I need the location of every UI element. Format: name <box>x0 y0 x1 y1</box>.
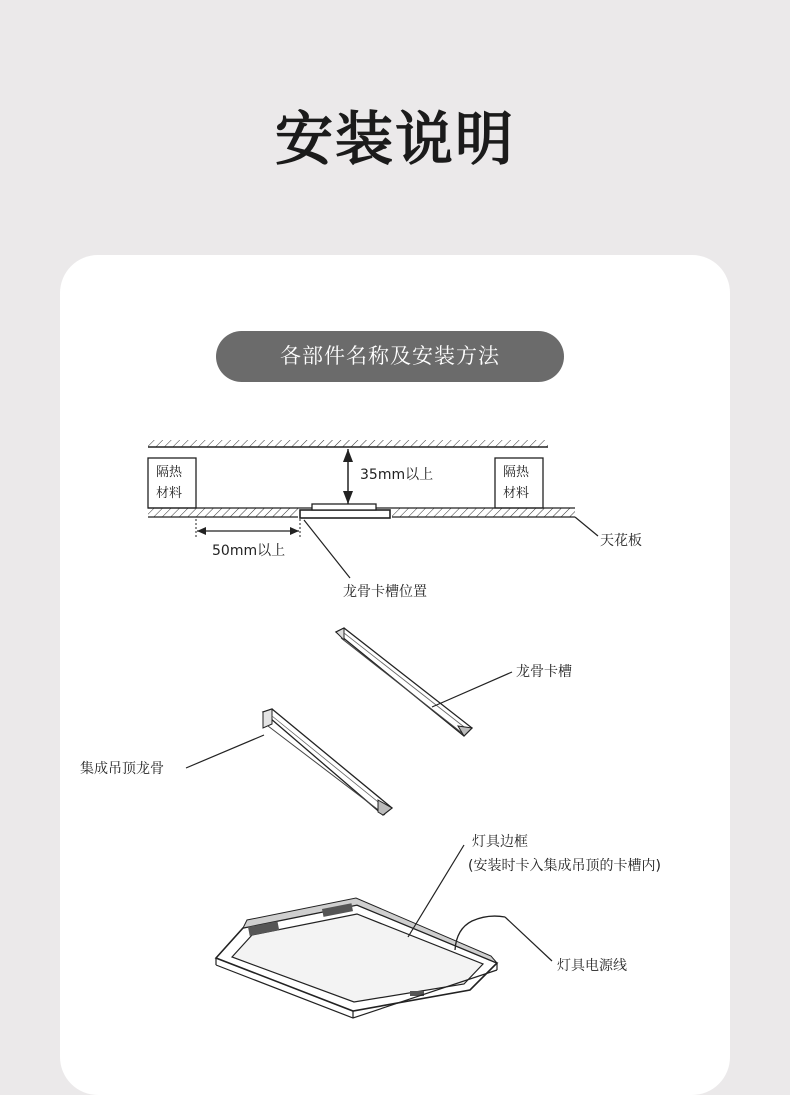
lamp-frame-note: (安装时卡入集成吊顶的卡槽内) <box>468 858 661 874</box>
insulation-left-label-2: 材料 <box>156 486 183 501</box>
clearance-arrow-horizontal <box>196 519 300 538</box>
keel-slot-leader <box>432 672 512 707</box>
integrated-ceiling-keel-label: 集成吊顶龙骨 <box>80 761 164 777</box>
keel-slot-position-label: 龙骨卡槽位置 <box>343 584 427 600</box>
power-cord-label: 灯具电源线 <box>557 958 627 974</box>
lamp-frame-leader <box>408 845 464 937</box>
clearance-side-label: 50mm以上 <box>212 543 286 559</box>
keel-slot-position-leader <box>304 520 350 578</box>
clearance-top-label: 35mm以上 <box>360 467 434 483</box>
lamp-frame-label: 灯具边框 <box>472 834 528 850</box>
keel-slot-label: 龙骨卡槽 <box>516 664 572 680</box>
ceiling-keel-leader <box>186 735 264 768</box>
ceiling-board-label: 天花板 <box>600 533 642 549</box>
ceiling-board-leader <box>575 517 598 536</box>
ceiling-keel-rail <box>263 709 392 815</box>
panel-light-section <box>300 504 390 518</box>
power-cord-leader <box>505 917 552 961</box>
section-header: 各部件名称及安装方法 <box>216 331 564 382</box>
clearance-arrow-vertical <box>343 449 353 504</box>
insulation-right-label-2: 材料 <box>503 486 530 501</box>
upper-slab <box>148 440 548 447</box>
insulation-right-label-1: 隔热 <box>503 465 530 480</box>
insulation-left-label-1: 隔热 <box>156 465 183 480</box>
panel-light <box>216 898 497 1018</box>
page-title: 安装说明 <box>274 105 515 173</box>
keel-slot-rail <box>336 628 472 736</box>
